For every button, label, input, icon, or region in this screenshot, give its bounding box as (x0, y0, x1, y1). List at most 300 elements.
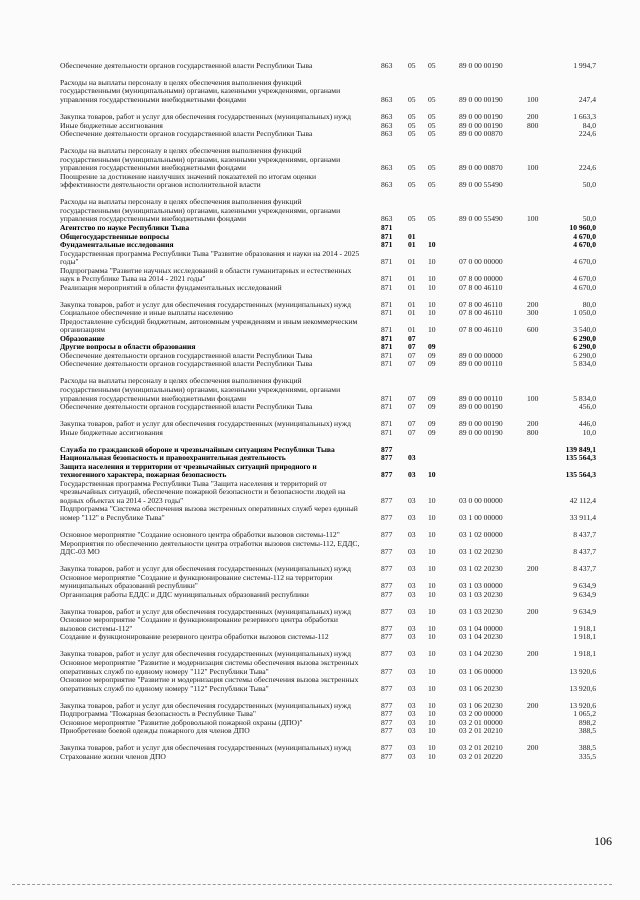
table-row (0, 429, 640, 438)
row-target-article: 03 1 06 20230 (459, 700, 503, 710)
row-section: 05 (408, 180, 416, 190)
row-target-article: 89 0 00 00110 (459, 393, 503, 403)
row-section: 03 (408, 726, 416, 736)
scan-edge-line (12, 884, 612, 885)
row-admin-code: 863 (381, 112, 393, 122)
row-section: 03 (408, 453, 416, 463)
row-target-article: 89 0 00 00110 (459, 359, 503, 369)
row-admin-code: 877 (381, 743, 393, 753)
row-subsection: 10 (428, 683, 436, 693)
row-subsection: 05 (428, 112, 436, 122)
row-subsection: 10 (428, 632, 436, 642)
row-target-article: 89 0 00 55490 (459, 214, 503, 224)
table-row (0, 267, 640, 284)
row-amount: 50,0 (582, 180, 596, 190)
row-amount: 247,4 (578, 95, 596, 105)
row-subsection: 10 (428, 274, 436, 284)
row-amount: 33 911,4 (569, 513, 596, 522)
row-admin-code: 871 (381, 350, 393, 360)
row-admin-code: 877 (381, 513, 393, 522)
row-subsection: 09 (428, 427, 436, 437)
row-target-article: 07 8 00 46110 (459, 282, 503, 292)
row-amount: 50,0 (582, 214, 596, 224)
row-name: Государственная программа Республики Тыва "Развитие образования и науки на 2014 - 2025 годы" (60, 248, 360, 267)
row-subsection: 05 (428, 129, 436, 139)
row-amount: 1 050,0 (573, 308, 596, 318)
row-name: Реализация мероприятий в области фундаментальных исследований (60, 282, 282, 292)
row-subsection: 05 (428, 60, 436, 70)
row-target-article: 89 0 00 00190 (459, 427, 503, 437)
row-name: Основное мероприятие "Развитие и модернизация системы обеспечения вызова экстренных оперативных служб по единому номеру "112" Республики Тыва" (60, 657, 359, 676)
table-row (0, 599, 640, 616)
row-name: Подпрограмма "Система обеспечения вызова экстренных оперативных служб через единый номер "112" в Республике Тыва" (60, 504, 358, 522)
row-name: Национальная безопасность и правоохранительная деятельность (60, 453, 286, 463)
row-name: Страхование жизни членов ДПО (60, 751, 166, 761)
row-subsection: 10 (428, 700, 436, 710)
row-section: 03 (408, 581, 416, 591)
row-admin-code: 877 (381, 751, 393, 761)
row-admin-code: 877 (381, 470, 393, 480)
row-target-article: 89 0 00 00190 (459, 419, 503, 429)
row-section: 01 (408, 282, 416, 292)
row-subsection: 10 (428, 308, 436, 318)
row-section: 05 (408, 163, 416, 173)
row-subsection: 10 (428, 470, 436, 480)
row-amount: 9 634,9 (573, 581, 596, 591)
row-target-article: 89 0 00 00190 (459, 95, 503, 105)
row-name: Обеспечение деятельности органов государственной власти Республики Тыва (60, 359, 313, 369)
row-expense-type: 200 (527, 649, 539, 659)
row-expense-type: 600 (527, 325, 539, 335)
row-target-article: 03 2 01 20210 (459, 726, 503, 736)
table-row (0, 130, 640, 139)
row-name: Основное мероприятие "Создание и функционирование системы-112 на территории муниципальных образований республики" (60, 572, 333, 591)
row-target-article: 89 0 00 00190 (459, 60, 503, 70)
row-section: 05 (408, 95, 416, 105)
row-amount: 6 290,0 (573, 333, 596, 343)
row-section: 07 (408, 333, 416, 343)
row-admin-code: 877 (381, 444, 393, 454)
row-subsection: 10 (428, 717, 436, 727)
row-admin-code: 877 (381, 581, 393, 591)
row-amount: 139 849,1 (565, 444, 596, 454)
row-target-article: 07 8 00 46110 (459, 308, 503, 318)
row-subsection: 10 (428, 726, 436, 736)
row-name: Предоставление субсидий бюджетным, автономным учреждениям и иным некоммерческим организациям (60, 316, 358, 335)
row-amount: 84,0 (582, 120, 596, 130)
row-admin-code: 877 (381, 623, 393, 633)
row-target-article: 89 0 00 00870 (459, 129, 503, 139)
row-expense-type: 200 (527, 419, 539, 429)
table-row (0, 557, 640, 574)
row-admin-code: 863 (381, 60, 393, 70)
row-name: Защита населения и территории от чрезвычайных ситуаций природного и техногенного характера, пожарная безопасность (60, 461, 317, 480)
row-subsection: 05 (428, 120, 436, 130)
row-admin-code: 863 (381, 129, 393, 139)
row-admin-code: 871 (381, 325, 393, 335)
row-expense-type: 200 (527, 564, 539, 574)
row-subsection: 09 (428, 342, 436, 352)
row-section: 01 (408, 308, 416, 318)
table-row (0, 523, 640, 540)
row-subsection: 09 (428, 359, 436, 369)
row-admin-code: 871 (381, 342, 393, 352)
row-admin-code: 871 (381, 257, 393, 267)
row-target-article: 89 0 00 00870 (459, 163, 503, 173)
row-subsection: 05 (428, 163, 436, 173)
row-name: Закупка товаров, работ и услуг для обеспечения государственных (муниципальных) нужд (60, 743, 351, 753)
row-admin-code: 877 (381, 726, 393, 736)
table-row (0, 506, 640, 523)
row-subsection: 10 (428, 649, 436, 659)
row-section: 03 (408, 717, 416, 727)
row-name: Обеспечение деятельности органов государственной власти Республики Тыва (60, 402, 313, 412)
row-name: Расходы на выплаты персоналу в целях обеспечения выполнения функций государственными (муниципальными) органами, казенными учреждениями, органами управления государственными внебюджетными фондами (60, 197, 341, 224)
row-amount: 388,5 (578, 743, 596, 753)
row-amount: 6 290,0 (573, 342, 596, 352)
row-admin-code: 863 (381, 214, 393, 224)
row-section: 05 (408, 60, 416, 70)
row-name: Расходы на выплаты персоналу в целях обеспечения выполнения функций государственными (муниципальными) органами, казенными учреждениями, органами управления государственными внебюджетными фондами (60, 146, 341, 173)
row-amount: 1 065,2 (573, 709, 596, 719)
row-name: Агентство по науке Республики Тыва (60, 222, 190, 232)
row-amount: 898,2 (578, 717, 596, 727)
row-section: 05 (408, 112, 416, 122)
row-admin-code: 877 (381, 632, 393, 642)
row-amount: 42 112,4 (569, 495, 596, 505)
row-admin-code: 863 (381, 163, 393, 173)
row-section: 03 (408, 623, 416, 633)
row-name: Закупка товаров, работ и услуг для обеспечения государственных (муниципальных) нужд (60, 606, 351, 616)
row-amount: 4 670,0 (573, 274, 596, 284)
row-subsection: 10 (428, 743, 436, 753)
row-admin-code: 863 (381, 180, 393, 190)
row-name: Поощрение за достижение наилучших значений показателей по итогам оценки эффективности деятельности органов исполнительной власти (60, 171, 317, 190)
row-subsection: 10 (428, 623, 436, 633)
row-target-article: 07 8 00 00000 (459, 274, 503, 284)
row-target-article: 03 1 04 20230 (459, 632, 503, 642)
table-row (0, 412, 640, 429)
row-name: Расходы на выплаты персоналу в целях обеспечения выполнения функций государственными (муниципальными) органами, казенными учреждениями, органами управления государственными внебюджетными фондами (60, 376, 341, 403)
row-target-article: 03 1 02 20230 (459, 547, 503, 557)
table-row (0, 284, 640, 293)
row-amount: 80,0 (582, 299, 596, 309)
row-target-article: 03 2 01 20210 (459, 743, 503, 753)
row-amount: 4 670,0 (573, 231, 596, 241)
row-target-article: 03 1 02 00000 (459, 530, 503, 540)
table-row (0, 634, 640, 643)
row-target-article: 07 8 00 46110 (459, 299, 503, 309)
table-row (0, 736, 640, 753)
row-section: 01 (408, 240, 416, 250)
row-name: Обеспечение деятельности органов государственной власти Республики Тыва (60, 350, 313, 360)
row-admin-code: 877 (381, 683, 393, 693)
row-admin-code: 877 (381, 495, 393, 505)
table-row (0, 105, 640, 122)
page-number: 106 (594, 834, 612, 848)
row-amount: 6 290,0 (573, 350, 596, 360)
row-amount: 135 564,3 (565, 470, 596, 480)
table-row (0, 62, 640, 71)
row-name: Закупка товаров, работ и услуг для обеспечения государственных (муниципальных) нужд (60, 564, 351, 574)
row-target-article: 03 1 03 20230 (459, 589, 503, 599)
row-admin-code: 871 (381, 299, 393, 309)
row-section: 03 (408, 495, 416, 505)
row-section: 03 (408, 589, 416, 599)
row-subsection: 10 (428, 495, 436, 505)
row-amount: 1 663,3 (573, 112, 596, 122)
row-target-article: 03 1 04 20230 (459, 649, 503, 659)
row-admin-code: 871 (381, 333, 393, 343)
row-expense-type: 300 (527, 308, 539, 318)
row-name: Закупка товаров, работ и услуг для обеспечения государственных (муниципальных) нужд (60, 649, 351, 659)
row-subsection: 10 (428, 666, 436, 676)
row-amount: 4 670,0 (573, 282, 596, 292)
row-name: Основное мероприятие "Развитие и модернизация системы обеспечения вызова экстренных оперативных служб по единому номеру "112" Республики Тыва" (60, 675, 359, 693)
row-subsection: 05 (428, 180, 436, 190)
row-section: 03 (408, 649, 416, 659)
row-subsection: 05 (428, 95, 436, 105)
row-subsection: 10 (428, 530, 436, 540)
row-subsection: 10 (428, 257, 436, 267)
row-amount: 13 920,6 (569, 666, 596, 676)
row-amount: 1 918,1 (573, 623, 596, 633)
row-target-article: 89 0 00 00000 (459, 350, 503, 360)
row-amount: 3 540,0 (573, 325, 596, 335)
row-target-article: 03 2 00 00000 (459, 709, 503, 719)
row-admin-code: 877 (381, 709, 393, 719)
row-admin-code: 877 (381, 649, 393, 659)
row-expense-type: 200 (527, 299, 539, 309)
row-section: 03 (408, 743, 416, 753)
row-name: Обеспечение деятельности органов государственной власти Республики Тыва (60, 60, 313, 70)
row-admin-code: 877 (381, 564, 393, 574)
row-subsection: 10 (428, 589, 436, 599)
table-row (0, 318, 640, 335)
row-name: Закупка товаров, работ и услуг для обеспечения государственных (муниципальных) нужд (60, 700, 351, 710)
table-row (0, 727, 640, 736)
table-row (0, 480, 640, 506)
row-name: Иные бюджетные ассигнования (60, 427, 163, 437)
row-section: 03 (408, 547, 416, 557)
row-expense-type: 200 (527, 112, 539, 122)
row-section: 03 (408, 606, 416, 616)
row-section: 03 (408, 470, 416, 480)
row-subsection: 05 (428, 214, 436, 224)
row-admin-code: 877 (381, 666, 393, 676)
row-subsection: 09 (428, 402, 436, 412)
row-admin-code: 871 (381, 402, 393, 412)
row-subsection: 10 (428, 240, 436, 250)
row-amount: 456,0 (578, 402, 596, 412)
row-amount: 135 564,3 (565, 453, 596, 463)
row-amount: 1 918,1 (573, 649, 596, 659)
row-section: 03 (408, 683, 416, 693)
row-target-article: 03 1 06 20230 (459, 683, 503, 693)
row-amount: 388,5 (578, 726, 596, 736)
row-admin-code: 877 (381, 700, 393, 710)
row-subsection: 09 (428, 419, 436, 429)
table-row (0, 190, 640, 224)
row-section: 07 (408, 402, 416, 412)
row-admin-code: 871 (381, 282, 393, 292)
row-admin-code: 871 (381, 274, 393, 284)
row-name: Служба по гражданской обороне и чрезвычайным ситуациям Республики Тыва (60, 444, 335, 454)
row-target-article: 03 0 00 00000 (459, 495, 503, 505)
row-name: Закупка товаров, работ и услуг для обеспечения государственных (муниципальных) нужд (60, 419, 351, 429)
row-name: Расходы на выплаты персоналу в целях обеспечения выполнения функций государственными (муниципальными) органами, казенными учреждениями, органами управления государственными внебюджетными фондами (60, 77, 341, 105)
table-row (0, 369, 640, 403)
table-row (0, 591, 640, 600)
row-admin-code: 863 (381, 120, 393, 130)
row-amount: 1 994,7 (573, 60, 596, 70)
row-section: 07 (408, 393, 416, 403)
row-admin-code: 863 (381, 95, 393, 105)
table-row (0, 463, 640, 480)
row-name: Иные бюджетные ассигнования (60, 120, 163, 130)
row-name: Обеспечение деятельности органов государственной власти Республики Тыва (60, 129, 313, 139)
table-row (0, 250, 640, 267)
table-row (0, 403, 640, 412)
table-row (0, 753, 640, 762)
row-name: Подпрограмма "Развитие научных исследований в области гуманитарных и естественных наук в Республике Тыва на 2014 - 2021 годы" (60, 265, 352, 284)
row-amount: 13 920,6 (569, 683, 596, 693)
row-subsection: 10 (428, 513, 436, 522)
row-target-article: 03 1 00 00000 (459, 513, 503, 522)
row-name: Закупка товаров, работ и услуг для обеспечения государственных (муниципальных) нужд (60, 299, 351, 309)
row-target-article: 07 0 00 00000 (459, 257, 503, 267)
row-amount: 10 960,0 (569, 222, 596, 232)
row-target-article: 89 0 00 00190 (459, 402, 503, 412)
row-name: Основное мероприятие "Создание и функционирование резервного центра обработки вызовов системы-112" (60, 615, 338, 633)
row-amount: 5 834,0 (573, 393, 596, 403)
row-name: Образование (60, 333, 105, 343)
row-section: 03 (408, 513, 416, 522)
row-section: 05 (408, 129, 416, 139)
row-expense-type: 200 (527, 606, 539, 616)
row-expense-type: 800 (527, 120, 539, 130)
row-section: 05 (408, 120, 416, 130)
row-name: Закупка товаров, работ и услуг для обеспечения государственных (муниципальных) нужд (60, 112, 351, 122)
row-admin-code: 871 (381, 240, 393, 250)
row-section: 03 (408, 632, 416, 642)
row-section: 03 (408, 666, 416, 676)
row-section: 03 (408, 700, 416, 710)
row-name: Приобретение боевой одежды пожарного для членов ДПО (60, 726, 250, 736)
row-subsection: 09 (428, 393, 436, 403)
table-row (0, 540, 640, 557)
row-section: 07 (408, 427, 416, 437)
table-row (0, 292, 640, 309)
row-admin-code: 877 (381, 530, 393, 540)
row-admin-code: 871 (381, 308, 393, 318)
row-name: Организация работы ЕДДС и ДДС муниципальных образований республики (60, 589, 309, 599)
row-subsection: 10 (428, 564, 436, 574)
row-section: 01 (408, 274, 416, 284)
row-section: 01 (408, 231, 416, 241)
row-amount: 13 920,6 (569, 700, 596, 710)
row-amount: 446,0 (578, 419, 596, 429)
row-section: 07 (408, 359, 416, 369)
row-admin-code: 871 (381, 359, 393, 369)
row-amount: 9 634,9 (573, 589, 596, 599)
row-name: Основное мероприятие "Развитие добровольной пожарной охраны (ДПО)" (60, 717, 303, 727)
row-section: 01 (408, 257, 416, 267)
row-name: Основное мероприятие "Создание основного центра обработки вызовов системы-112" (60, 530, 340, 540)
row-target-article: 03 2 01 20220 (459, 751, 503, 761)
row-target-article: 03 1 03 20230 (459, 606, 503, 616)
row-expense-type: 100 (527, 163, 539, 173)
row-admin-code: 877 (381, 717, 393, 727)
row-admin-code: 871 (381, 427, 393, 437)
row-section: 03 (408, 751, 416, 761)
row-section: 03 (408, 530, 416, 540)
row-expense-type: 100 (527, 393, 539, 403)
row-subsection: 10 (428, 606, 436, 616)
table-row (0, 173, 640, 190)
row-subsection: 10 (428, 282, 436, 292)
table-row (0, 676, 640, 693)
row-admin-code: 877 (381, 606, 393, 616)
row-amount: 224,6 (578, 163, 596, 173)
row-admin-code: 877 (381, 589, 393, 599)
row-amount: 335,5 (578, 751, 596, 761)
table-row (0, 139, 640, 173)
row-amount: 9 634,9 (573, 606, 596, 616)
row-section: 07 (408, 419, 416, 429)
row-section: 01 (408, 325, 416, 335)
row-target-article: 89 0 00 00190 (459, 120, 503, 130)
row-name: Создание и функционирование резервного центра обработки вызовов системы-112 (60, 632, 329, 642)
row-subsection: 10 (428, 751, 436, 761)
row-section: 01 (408, 299, 416, 309)
row-name: Другие вопросы в области образования (60, 342, 196, 352)
row-name: Мероприятия по обеспечению деятельности центра отработки вызовов системы-112, ЕДДС, ДДС-03 МО (60, 538, 360, 557)
row-amount: 5 834,0 (573, 359, 596, 369)
row-admin-code: 877 (381, 453, 393, 463)
row-subsection: 10 (428, 581, 436, 591)
table-row (0, 659, 640, 676)
row-target-article: 07 8 00 46110 (459, 325, 503, 335)
row-expense-type: 200 (527, 700, 539, 710)
row-amount: 1 918,1 (573, 632, 596, 642)
row-name: Фундаментальные исследования (60, 240, 174, 250)
table-row (0, 616, 640, 633)
row-target-article: 89 0 00 00190 (459, 112, 503, 122)
row-expense-type: 100 (527, 214, 539, 224)
table-row (0, 437, 640, 454)
row-admin-code: 871 (381, 222, 393, 232)
row-admin-code: 877 (381, 547, 393, 557)
row-target-article: 03 2 01 00000 (459, 717, 503, 727)
row-name: Государственная программа Республики Тыва "Защита населения и территорий от чрезвычайных ситуаций, обеспечение пожарной безопасности и безопасности людей на водных объектах на 2014 - 2023 годы" (60, 478, 346, 505)
row-expense-type: 100 (527, 95, 539, 105)
row-expense-type: 200 (527, 743, 539, 753)
row-subsection: 10 (428, 709, 436, 719)
row-subsection: 10 (428, 299, 436, 309)
row-target-article: 03 1 04 00000 (459, 623, 503, 633)
row-subsection: 10 (428, 325, 436, 335)
row-subsection: 09 (428, 350, 436, 360)
row-section: 03 (408, 564, 416, 574)
row-target-article: 03 1 03 00000 (459, 581, 503, 591)
row-section: 05 (408, 214, 416, 224)
row-admin-code: 871 (381, 419, 393, 429)
row-expense-type: 800 (527, 427, 539, 437)
row-admin-code: 871 (381, 231, 393, 241)
row-name: Социальное обеспечение и иные выплаты населению (60, 308, 233, 318)
table-row (0, 361, 640, 370)
